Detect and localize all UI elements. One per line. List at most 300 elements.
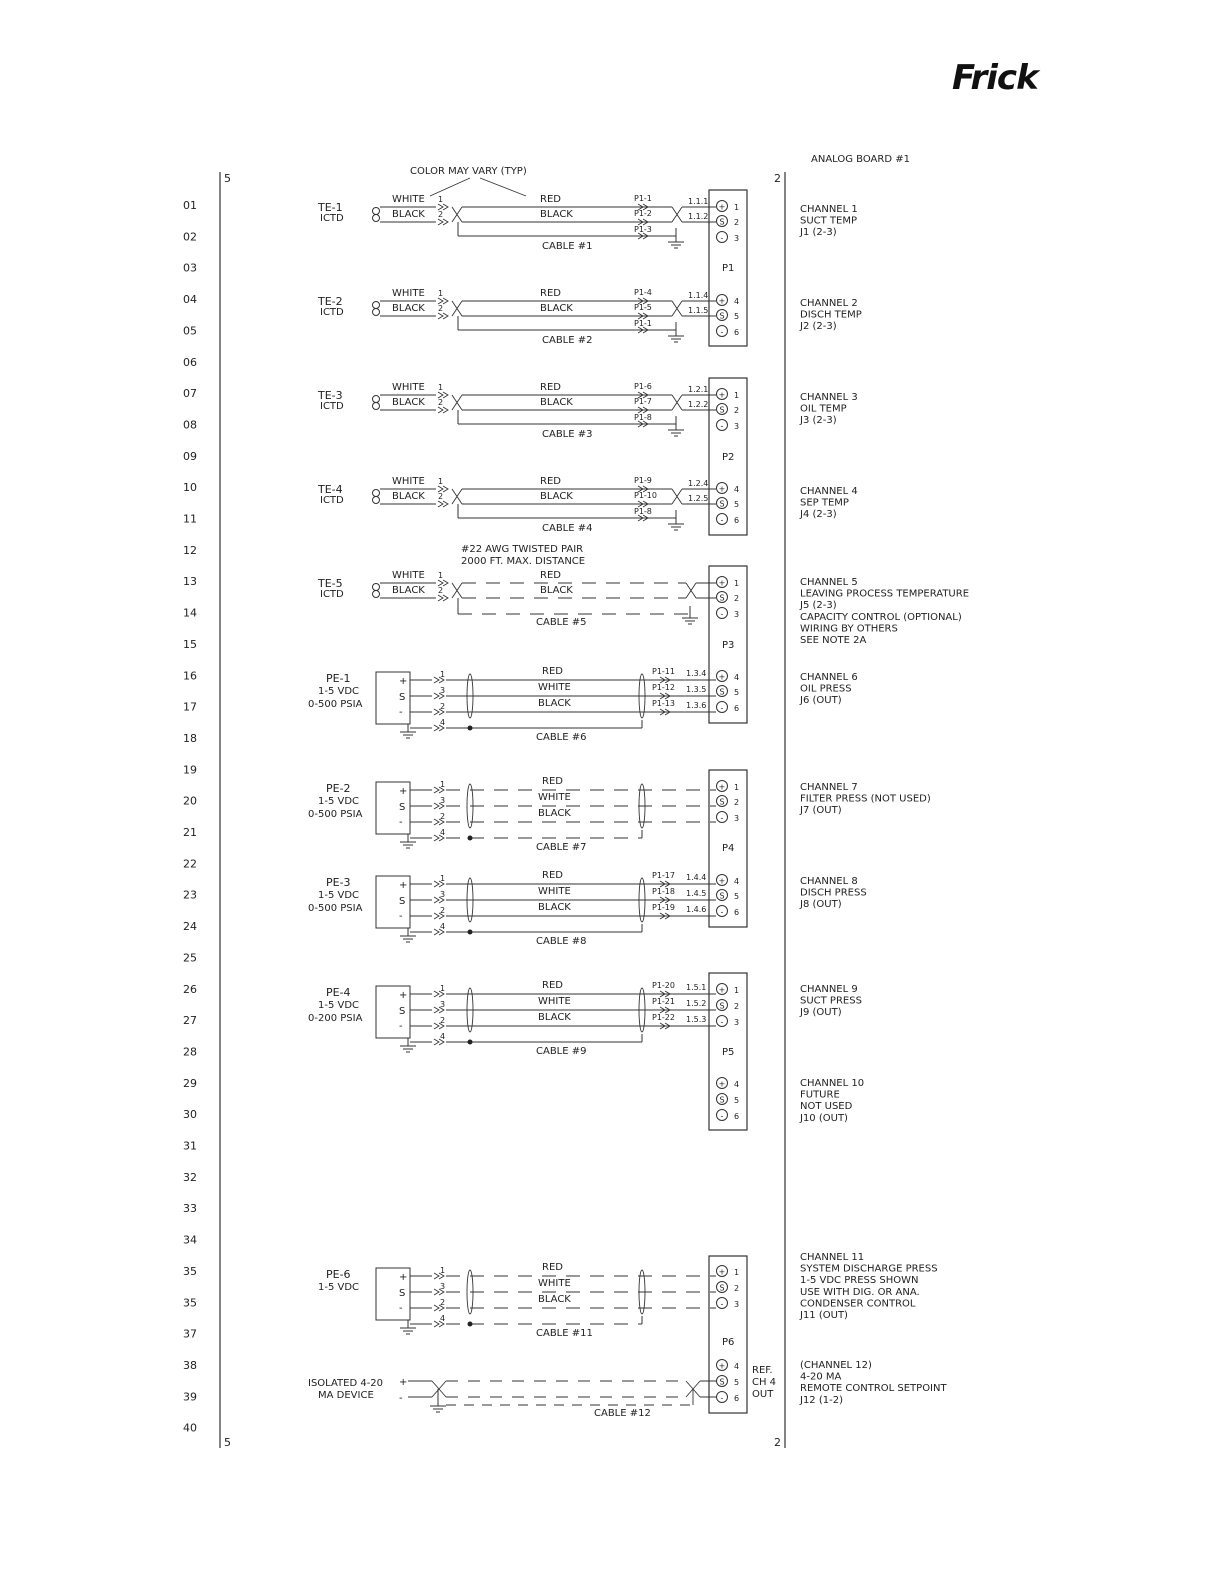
sensor-coil-icon bbox=[373, 497, 380, 504]
channel-text: CHANNEL 5 bbox=[800, 577, 858, 588]
terminal-board bbox=[709, 1256, 747, 1413]
cable-label: CABLE #2 bbox=[542, 335, 593, 346]
board-outline bbox=[709, 1256, 747, 1413]
terminal-symbol: + bbox=[718, 296, 726, 306]
pin-label: P1-13 bbox=[652, 699, 675, 708]
terminal-number: 3 bbox=[734, 1018, 740, 1027]
terminal-symbol: - bbox=[720, 907, 724, 917]
connector-arrow bbox=[438, 219, 448, 225]
cable-label: CABLE #11 bbox=[536, 1328, 593, 1339]
ground-icon bbox=[668, 524, 684, 530]
row-number: 13 bbox=[183, 575, 197, 589]
terminal-number: 5 bbox=[734, 892, 740, 901]
isolated-plus: + bbox=[399, 1377, 408, 1388]
terminal-number: 6 bbox=[734, 704, 740, 713]
channel-description bbox=[799, 392, 858, 426]
sensor-tag: PE-6 bbox=[326, 1268, 351, 1281]
row-number: 19 bbox=[183, 763, 197, 777]
channel-text: CHANNEL 2 bbox=[800, 298, 858, 309]
cable-wire-color: WHITE bbox=[538, 996, 571, 1007]
channel-text: CHANNEL 7 bbox=[800, 782, 858, 793]
temp-circuit bbox=[317, 476, 716, 534]
pressure-circuit bbox=[318, 1262, 716, 1339]
channel-text: J10 (OUT) bbox=[800, 1112, 848, 1124]
wire-color: WHITE bbox=[392, 288, 425, 299]
wire-number: 1 bbox=[440, 874, 446, 883]
terminal-number: 6 bbox=[734, 908, 740, 917]
channel-text: OIL PRESS bbox=[800, 683, 852, 695]
wire-color: BLACK bbox=[392, 585, 425, 596]
row-number: 28 bbox=[183, 1045, 197, 1059]
channel-text: J1 (2-3) bbox=[800, 227, 837, 239]
pin-sign: - bbox=[399, 1021, 403, 1032]
terminal-symbol: - bbox=[720, 515, 724, 525]
terminal-number: 1 bbox=[734, 203, 740, 212]
terminal-symbol: S bbox=[719, 797, 725, 807]
terminal-symbol: - bbox=[720, 1299, 724, 1309]
row-numbers bbox=[183, 199, 197, 1435]
sensor-tag: PE-1 bbox=[326, 672, 351, 685]
terminal-number: 1 bbox=[734, 579, 740, 588]
terminal-board bbox=[709, 378, 747, 535]
channel-text: J11 (OUT) bbox=[800, 1310, 848, 1321]
wire-number: 1 bbox=[438, 383, 444, 392]
terminal-number: 6 bbox=[734, 1394, 740, 1403]
row-number: 10 bbox=[183, 481, 197, 495]
twist-symbol bbox=[672, 207, 682, 222]
terminal-symbol: + bbox=[718, 672, 726, 682]
terminal-label: 1.2.4 bbox=[688, 479, 709, 488]
terminal-number: 2 bbox=[734, 1284, 740, 1293]
terminal-number: 3 bbox=[734, 814, 740, 823]
row-number: 01 bbox=[183, 199, 197, 212]
row-number: 35 bbox=[183, 1264, 197, 1278]
cable-label: CABLE #6 bbox=[536, 732, 587, 743]
channel-text: CHANNEL 9 bbox=[800, 984, 858, 995]
pin-sign: S bbox=[399, 1288, 406, 1299]
wire-number: 4 bbox=[440, 922, 446, 931]
row-number: 06 bbox=[183, 355, 197, 369]
channel-text: SYSTEM DISCHARGE PRESS bbox=[800, 1263, 938, 1275]
terminal-symbol: - bbox=[720, 609, 724, 619]
sensor-coil-icon bbox=[373, 302, 380, 309]
wire-number: 4 bbox=[440, 1314, 446, 1323]
cable-wire-color: WHITE bbox=[538, 682, 571, 693]
wire-number: 1 bbox=[440, 984, 446, 993]
sensor-coil-icon bbox=[373, 584, 380, 591]
row-number: 26 bbox=[183, 982, 197, 996]
row-number: 20 bbox=[183, 794, 197, 808]
wire-color: WHITE bbox=[392, 570, 425, 581]
pin-label: P1-1 bbox=[634, 194, 652, 203]
channel-text: CAPACITY CONTROL (OPTIONAL) bbox=[800, 611, 962, 623]
terminal-number: 4 bbox=[734, 1080, 740, 1089]
terminal-symbol: + bbox=[718, 782, 726, 792]
terminal-number: 1 bbox=[734, 783, 740, 792]
ref-label-2: CH 4 bbox=[752, 1377, 777, 1388]
cable-wire-color: BLACK bbox=[540, 303, 573, 314]
row-number: 31 bbox=[183, 1139, 197, 1153]
terminal-number: 5 bbox=[734, 1096, 740, 1105]
row-number: 22 bbox=[183, 857, 197, 871]
terminal-symbol: + bbox=[718, 484, 726, 494]
wire-number: 2 bbox=[438, 398, 444, 407]
sensor-coil-icon bbox=[373, 403, 380, 410]
row-number: 16 bbox=[183, 669, 197, 683]
sensor-type: ICTD bbox=[320, 495, 344, 506]
channel-text: SUCT TEMP bbox=[800, 215, 858, 227]
right-page-bottom: 2 bbox=[774, 1436, 781, 1449]
channel-text: 4-20 MA bbox=[800, 1371, 842, 1383]
cable-wire-color: WHITE bbox=[538, 886, 571, 897]
pin-sign: S bbox=[399, 896, 406, 907]
channel-text: J6 (OUT) bbox=[800, 695, 842, 707]
isolated-line1: ISOLATED 4-20 bbox=[308, 1378, 384, 1389]
temp-circuit bbox=[317, 382, 716, 440]
wire-color: BLACK bbox=[392, 303, 425, 314]
terminal-number: 6 bbox=[734, 1112, 740, 1121]
cable-wire-color: RED bbox=[542, 980, 563, 991]
sensor-tag: TE-4 bbox=[318, 483, 343, 496]
terminal-symbol: S bbox=[719, 311, 725, 321]
terminal-symbol: S bbox=[719, 1283, 725, 1293]
pin-label: P1-20 bbox=[652, 981, 675, 990]
wire-color: WHITE bbox=[392, 382, 425, 393]
channel-text: SEP TEMP bbox=[800, 497, 849, 509]
sensor-type: ICTD bbox=[320, 307, 344, 318]
logo-text: Frick bbox=[952, 58, 1038, 98]
pin-label: P1-11 bbox=[652, 667, 675, 676]
right-page-top: 2 bbox=[774, 172, 781, 185]
channel-text: NOT USED bbox=[800, 1101, 853, 1113]
cable-wire-color: RED bbox=[540, 194, 561, 205]
channel-description bbox=[799, 486, 858, 520]
sensor-coil-icon bbox=[373, 396, 380, 403]
junction-dot bbox=[468, 726, 473, 731]
connector-arrow bbox=[438, 407, 448, 413]
temp-circuit bbox=[317, 194, 716, 252]
wire-number: 4 bbox=[440, 1032, 446, 1041]
pin-sign: S bbox=[399, 802, 406, 813]
connector-arrow bbox=[438, 313, 448, 319]
terminal-number: 1 bbox=[734, 391, 740, 400]
twist-symbol bbox=[672, 395, 682, 410]
channel-description bbox=[799, 204, 858, 238]
pin-label: P1-10 bbox=[634, 491, 657, 500]
isolated-device bbox=[308, 1365, 776, 1419]
channel-text: CONDENSER CONTROL bbox=[800, 1298, 916, 1310]
pin-label: P1-18 bbox=[652, 887, 675, 896]
row-number: 38 bbox=[183, 1358, 197, 1372]
twist-symbol bbox=[452, 489, 462, 504]
wire-color: BLACK bbox=[392, 397, 425, 408]
isolated-minus: - bbox=[399, 1393, 403, 1404]
channel-descriptions bbox=[799, 204, 969, 1406]
cable-wire-color: BLACK bbox=[538, 902, 571, 913]
channel-text: OIL TEMP bbox=[800, 403, 847, 415]
row-number: 18 bbox=[183, 731, 197, 745]
row-number: 33 bbox=[183, 1202, 197, 1216]
cable-wire-color: BLACK bbox=[538, 808, 571, 819]
temp-circuit bbox=[317, 570, 716, 628]
wire-number: 4 bbox=[440, 718, 446, 727]
pin-sign: + bbox=[399, 676, 408, 687]
row-number: 21 bbox=[183, 826, 197, 839]
pin-label: P1-5 bbox=[634, 303, 652, 312]
row-number: 24 bbox=[183, 920, 197, 934]
wire-number: 1 bbox=[438, 195, 444, 204]
terminal-label: 1.1.2 bbox=[688, 212, 709, 221]
wire-color: BLACK bbox=[392, 209, 425, 220]
terminal-symbol: S bbox=[719, 891, 725, 901]
pressure-circuit bbox=[308, 870, 716, 947]
ground-icon bbox=[400, 936, 416, 942]
cable-wire-color: BLACK bbox=[540, 585, 573, 596]
cable-wire-color: WHITE bbox=[538, 1278, 571, 1289]
terminal-symbol: S bbox=[719, 1001, 725, 1011]
ground-icon bbox=[668, 242, 684, 248]
terminal-number: 2 bbox=[734, 594, 740, 603]
row-number: 11 bbox=[183, 512, 197, 526]
pin-label: P1-19 bbox=[652, 903, 675, 912]
terminal-number: 6 bbox=[734, 516, 740, 525]
cable-label: CABLE #9 bbox=[536, 1046, 587, 1057]
wire-color: WHITE bbox=[392, 476, 425, 487]
channel-text: CHANNEL 3 bbox=[800, 392, 858, 403]
pin-label: P1-8 bbox=[634, 507, 652, 516]
terminal-label: 1.1.4 bbox=[688, 291, 709, 300]
terminal-symbol: + bbox=[718, 202, 726, 212]
wire-number: 1 bbox=[440, 670, 446, 679]
pin-sign: - bbox=[399, 1303, 403, 1314]
pin-sign: - bbox=[399, 911, 403, 922]
channel-text: DISCH TEMP bbox=[800, 309, 862, 321]
pin-sign: S bbox=[399, 1006, 406, 1017]
sensor-range: 1-5 VDC bbox=[318, 890, 360, 901]
cable-wire-color: BLACK bbox=[540, 397, 573, 408]
pressure-circuit bbox=[308, 666, 716, 743]
channel-text: SUCT PRESS bbox=[800, 995, 862, 1007]
terminal-number: 6 bbox=[734, 328, 740, 337]
cable-wire-color: RED bbox=[542, 1262, 563, 1273]
sensor-range: 0-500 PSIA bbox=[308, 809, 363, 820]
wire-number: 1 bbox=[438, 571, 444, 580]
channel-text: CHANNEL 10 bbox=[800, 1078, 865, 1089]
terminal-symbol: - bbox=[720, 233, 724, 243]
sensor-coil-icon bbox=[373, 490, 380, 497]
terminal-label: 1.4.6 bbox=[686, 905, 707, 914]
row-number: 25 bbox=[183, 951, 197, 965]
sensor-coil-icon bbox=[373, 591, 380, 598]
terminal-number: 4 bbox=[734, 485, 740, 494]
pressure-circuit bbox=[308, 980, 716, 1057]
terminal-label: 1.1.5 bbox=[688, 306, 709, 315]
pin-label: P1-8 bbox=[634, 413, 652, 422]
junction-dot bbox=[468, 930, 473, 935]
board-label: P5 bbox=[722, 1047, 735, 1058]
pin-sign: - bbox=[399, 817, 403, 828]
row-number: 29 bbox=[183, 1076, 197, 1090]
cable-wire-color: BLACK bbox=[538, 1294, 571, 1305]
wire-number: 3 bbox=[440, 686, 446, 695]
terminal-number: 1 bbox=[734, 986, 740, 995]
terminal-board bbox=[709, 190, 747, 346]
terminal-label: 1.4.5 bbox=[686, 889, 707, 898]
sensor-range: 1-5 VDC bbox=[318, 1000, 360, 1011]
ref-label-3: OUT bbox=[752, 1389, 774, 1400]
terminal-symbol: + bbox=[718, 578, 726, 588]
terminal-number: 1 bbox=[734, 1268, 740, 1277]
sensor-tag: TE-1 bbox=[318, 201, 343, 214]
wire-number: 2 bbox=[440, 1298, 446, 1307]
terminal-board bbox=[709, 566, 747, 723]
terminal-number: 2 bbox=[734, 798, 740, 807]
cable-wire-color: RED bbox=[540, 476, 561, 487]
wire-number: 1 bbox=[438, 289, 444, 298]
pin-sign: + bbox=[399, 990, 408, 1001]
row-number: 37 bbox=[183, 1327, 197, 1341]
terminal-symbol: - bbox=[720, 327, 724, 337]
junction-dot bbox=[468, 1322, 473, 1327]
channel-description bbox=[799, 1252, 938, 1321]
row-number: 07 bbox=[183, 387, 197, 401]
wire-number: 2 bbox=[440, 1016, 446, 1025]
channel-text: J9 (OUT) bbox=[800, 1007, 842, 1019]
terminal-label: 1.1.1 bbox=[688, 197, 709, 206]
wire-number: 1 bbox=[438, 477, 444, 486]
wire-number: 1 bbox=[440, 1266, 446, 1275]
terminal-symbol: + bbox=[718, 1079, 726, 1089]
board-title: ANALOG BOARD #1 bbox=[811, 154, 910, 165]
channel-text: J7 (OUT) bbox=[800, 805, 842, 817]
pin-label: P1-6 bbox=[634, 382, 652, 391]
channel-text: J2 (2-3) bbox=[800, 321, 837, 333]
terminal-symbol: + bbox=[718, 1361, 726, 1371]
channel-text: FUTURE bbox=[800, 1089, 840, 1101]
row-number: 09 bbox=[183, 449, 197, 463]
terminal-number: 4 bbox=[734, 877, 740, 886]
row-number: 35 bbox=[183, 1296, 197, 1310]
row-number: 23 bbox=[183, 888, 197, 902]
sensor-tag: TE-5 bbox=[318, 577, 343, 590]
wire-color: WHITE bbox=[392, 194, 425, 205]
terminal-label: 1.2.2 bbox=[688, 400, 709, 409]
row-number: 03 bbox=[183, 261, 197, 275]
wire-number: 3 bbox=[440, 890, 446, 899]
pin-label: P1-7 bbox=[634, 397, 652, 406]
terminal-label: 1.5.3 bbox=[686, 1015, 707, 1024]
channel-text: SEE NOTE 2A bbox=[800, 635, 867, 646]
channel-text: J12 (1-2) bbox=[800, 1394, 843, 1406]
terminal-board bbox=[709, 770, 747, 927]
board-label: P2 bbox=[722, 452, 735, 463]
pin-label: P1-17 bbox=[652, 871, 675, 880]
ref-label-1: REF. bbox=[752, 1365, 773, 1376]
cable-wire-color: BLACK bbox=[538, 698, 571, 709]
left-page-top: 5 bbox=[224, 172, 231, 185]
ground-icon bbox=[400, 1328, 416, 1334]
color-note: COLOR MAY VARY (TYP) bbox=[410, 166, 527, 177]
board-label: P6 bbox=[722, 1337, 735, 1348]
pin-label: P1-1 bbox=[634, 319, 652, 328]
channel-description bbox=[799, 672, 858, 706]
wire-number: 1 bbox=[440, 780, 446, 789]
cable-wire-color: RED bbox=[542, 776, 563, 787]
terminal-symbol: S bbox=[719, 687, 725, 697]
sensor-type: ICTD bbox=[320, 213, 344, 224]
row-number: 02 bbox=[183, 230, 197, 244]
sensor-coil-icon bbox=[373, 309, 380, 316]
sensor-tag: PE-3 bbox=[326, 876, 351, 889]
pin-label: P1-3 bbox=[634, 225, 652, 234]
pin-label: P1-2 bbox=[634, 209, 652, 218]
terminal-number: 2 bbox=[734, 1002, 740, 1011]
row-number: 32 bbox=[183, 1170, 197, 1184]
channel-description bbox=[799, 876, 867, 910]
twist-symbol bbox=[452, 395, 462, 410]
terminal-label: 1.5.2 bbox=[686, 999, 707, 1008]
wire-number: 4 bbox=[440, 828, 446, 837]
sensor-tag: PE-4 bbox=[326, 986, 351, 999]
ground-icon bbox=[668, 430, 684, 436]
terminal-board bbox=[709, 973, 747, 1130]
connector-arrow bbox=[438, 501, 448, 507]
board-label: P1 bbox=[722, 263, 735, 274]
pressure-circuit bbox=[308, 776, 716, 853]
channel-text: (CHANNEL 12) bbox=[800, 1360, 872, 1371]
row-number: 27 bbox=[183, 1014, 197, 1028]
pin-sign: + bbox=[399, 880, 408, 891]
terminal-label: 1.2.1 bbox=[688, 385, 709, 394]
wire-number: 2 bbox=[438, 492, 444, 501]
twist-symbol bbox=[672, 301, 682, 316]
wire-number: 2 bbox=[438, 210, 444, 219]
isolated-line2: MA DEVICE bbox=[318, 1390, 374, 1401]
channel-description bbox=[799, 1078, 864, 1124]
channel-text: CHANNEL 11 bbox=[800, 1252, 865, 1263]
pin-label: P1-21 bbox=[652, 997, 675, 1006]
pin-sign: + bbox=[399, 786, 408, 797]
connector-arrow bbox=[438, 595, 448, 601]
row-number: 14 bbox=[183, 606, 197, 620]
terminal-symbol: - bbox=[720, 1393, 724, 1403]
channel-text: CHANNEL 4 bbox=[800, 486, 858, 497]
channel-text: WIRING BY OTHERS bbox=[800, 623, 898, 635]
cable-label: CABLE #7 bbox=[536, 842, 587, 853]
row-number: 17 bbox=[183, 700, 197, 714]
ground-icon bbox=[668, 336, 684, 342]
pin-sign: S bbox=[399, 692, 406, 703]
sensor-coil-icon bbox=[373, 215, 380, 222]
ground-icon bbox=[682, 618, 698, 624]
sensor-tag: TE-2 bbox=[318, 295, 343, 308]
wire-number: 2 bbox=[440, 906, 446, 915]
terminal-symbol: + bbox=[718, 985, 726, 995]
twist-symbol bbox=[452, 583, 462, 598]
terminal-symbol: + bbox=[718, 1267, 726, 1277]
pin-label: P1-12 bbox=[652, 683, 675, 692]
twist-symbol bbox=[672, 489, 682, 504]
terminal-symbol: - bbox=[720, 813, 724, 823]
terminal-symbol: S bbox=[719, 499, 725, 509]
cable-label: CABLE #3 bbox=[542, 429, 593, 440]
terminal-number: 3 bbox=[734, 422, 740, 431]
terminal-symbol: S bbox=[719, 217, 725, 227]
terminal-label: 1.5.1 bbox=[686, 983, 707, 992]
terminal-symbol: S bbox=[719, 405, 725, 415]
terminal-symbol: S bbox=[719, 1095, 725, 1105]
channel-description bbox=[799, 577, 969, 646]
